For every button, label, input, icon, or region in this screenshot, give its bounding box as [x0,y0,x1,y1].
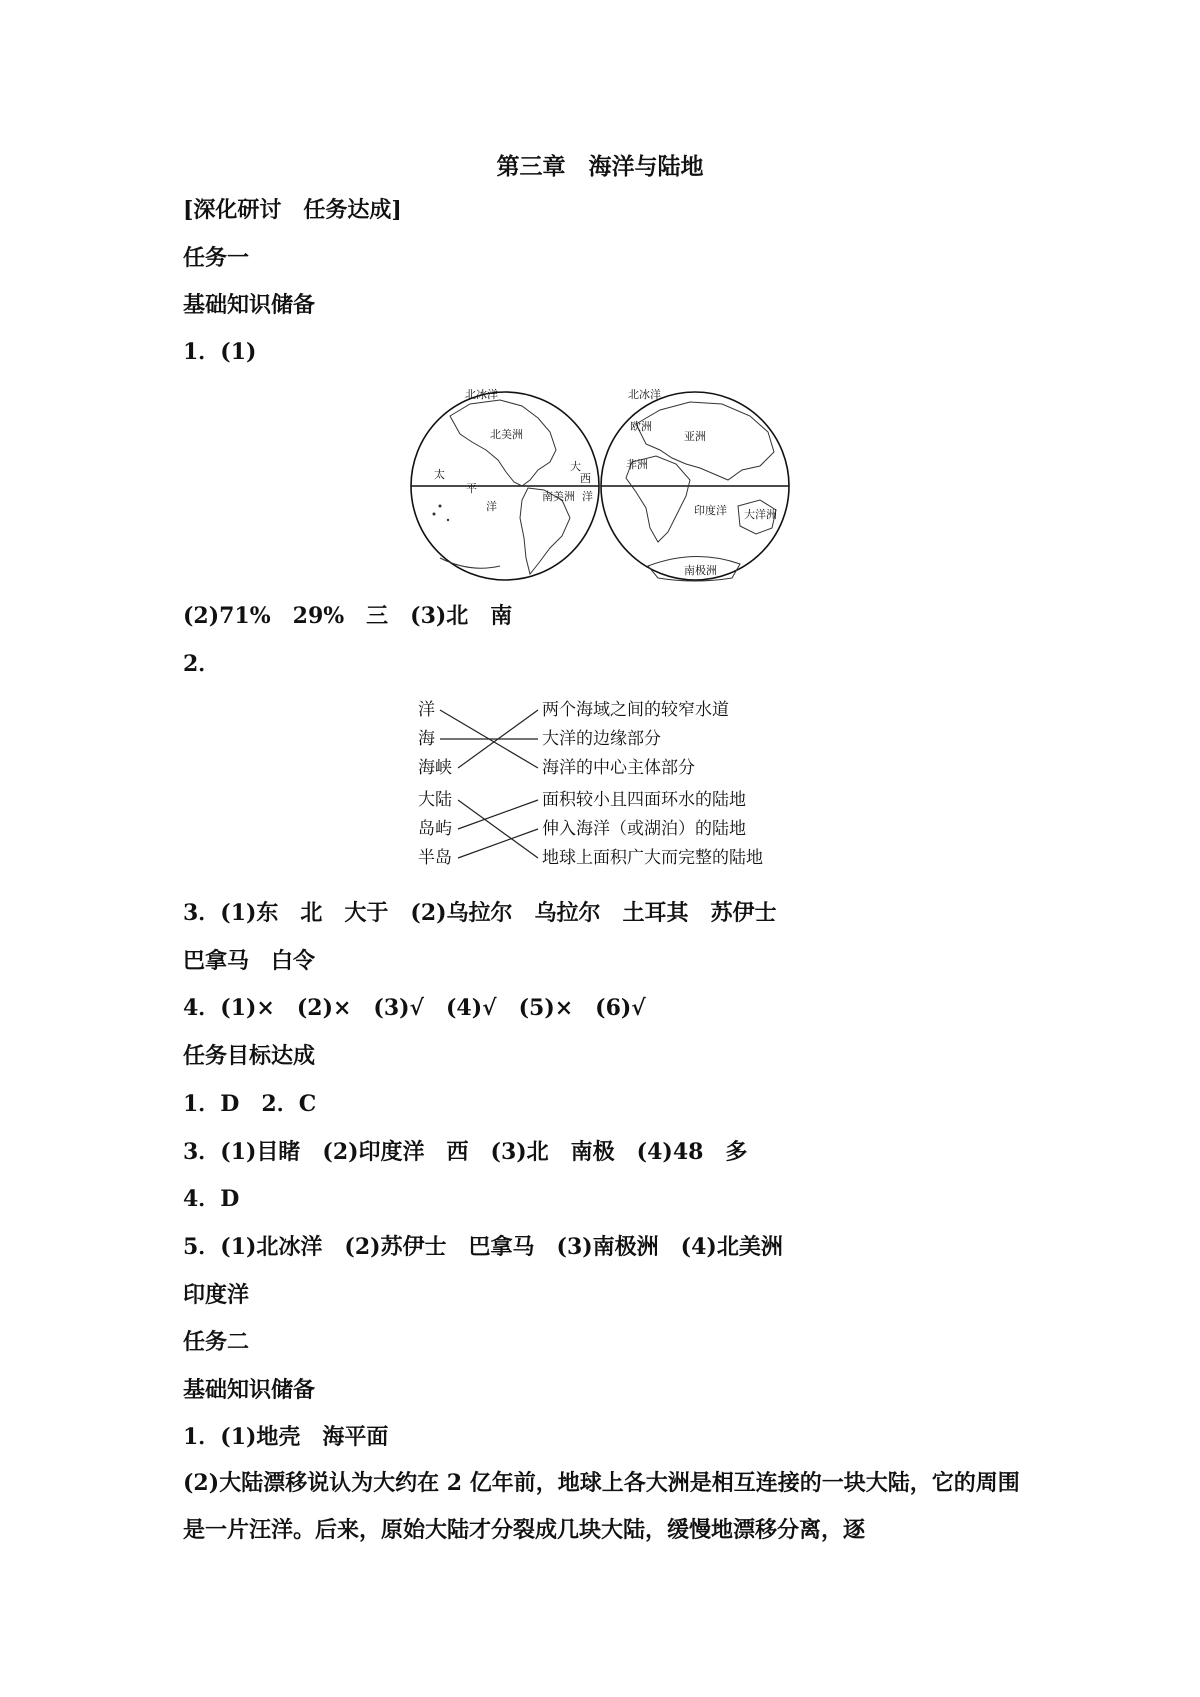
match-left-continent: 大陆 [418,790,452,810]
task2-basic-heading: 基础知识储备 [183,1377,316,1403]
match-right-3: 海洋的中心主体部分 [542,758,695,778]
label-xi: 西 [580,472,591,485]
match-line [458,800,538,829]
label-antarctica: 南极洲 [684,564,717,577]
match-left-strait: 海峡 [418,758,452,778]
label-north-america: 北美洲 [490,428,523,441]
task1-q4: 4．(1)× (2)× (3)√ (4)√ (5)× (6)√ [183,995,646,1021]
match-left-peninsula: 半岛 [418,848,452,868]
match-left-ocean: 洋 [418,700,435,720]
island-dot [447,519,449,521]
match-right-5: 伸入海洋（或湖泊）的陆地 [542,819,746,839]
task1-g4: 4．D [183,1186,240,1212]
task1-g5-line2: 印度洋 [183,1282,250,1308]
label-arctic-east: 北冰洋 [628,388,661,401]
match-right-2: 大洋的边缘部分 [542,729,661,749]
match-right-1: 两个海域之间的较窄水道 [542,700,729,720]
page-title: 第三章 海洋与陆地 [496,153,704,180]
label-arctic-west: 北冰洋 [465,388,498,401]
world-hemispheres-map [410,388,790,586]
label-asia: 亚洲 [684,430,706,443]
label-africa: 非洲 [626,458,648,471]
match-right-4: 面积较小且四面环水的陆地 [542,790,746,810]
task2-q1: 1．(1)地壳 海平面 [183,1424,389,1450]
task1-g3: 3．(1)目睹 (2)印度洋 西 (3)北 南极 (4)48 多 [183,1139,748,1165]
match-line [458,800,538,858]
label-ping: 平 [466,482,477,495]
label-tai: 太 [434,468,445,481]
label-yang-atlantic: 洋 [582,490,593,503]
task2-heading: 任务二 [183,1329,250,1355]
label-da: 大 [570,460,581,473]
task1-heading: 任务一 [183,245,250,271]
match-right-6: 地球上面积广大而完整的陆地 [542,848,763,868]
match-line [458,829,538,858]
match-left-sea: 海 [418,729,435,749]
task1-g5-line1: 5．(1)北冰洋 (2)苏伊士 巴拿马 (3)南极洲 (4)北美洲 [183,1234,783,1260]
task1-q1-label: 1．(1) [183,339,257,365]
section-heading: [深化研讨 任务达成] [183,197,402,223]
match-left-island: 岛屿 [418,819,452,839]
label-yang-pacific: 洋 [486,500,497,513]
label-europe: 欧洲 [630,420,652,433]
task1-q2-label: 2． [183,651,221,677]
task1-q1-answers: (2)71% 29% 三 (3)北 南 [183,603,513,629]
task1-g1: 1．D 2．C [183,1091,317,1117]
task1-q3-line1: 3．(1)东 北 大于 (2)乌拉尔 乌拉尔 土耳其 苏伊士 [183,900,777,926]
task2-q1-2-paragraph: (2)大陆漂移说认为大约在 2 亿年前，地球上各大洲是相互连接的一块大陆，它的周围是一片汪洋。后来，原始大陆才分裂成几块大陆，缓慢地漂移分离，逐 [183,1470,1020,1543]
task1-goal-heading: 任务目标达成 [183,1043,316,1069]
label-oceania: 大洋洲 [744,508,777,521]
label-indian-ocean: 印度洋 [694,504,727,517]
label-south-america: 南美洲 [542,490,575,503]
task1-q3-line2: 巴拿马 白令 [183,948,316,974]
island-dot [439,505,442,508]
task1-basic-heading: 基础知识储备 [183,292,316,318]
island-dot [433,513,436,516]
matching-diagram [418,698,808,878]
